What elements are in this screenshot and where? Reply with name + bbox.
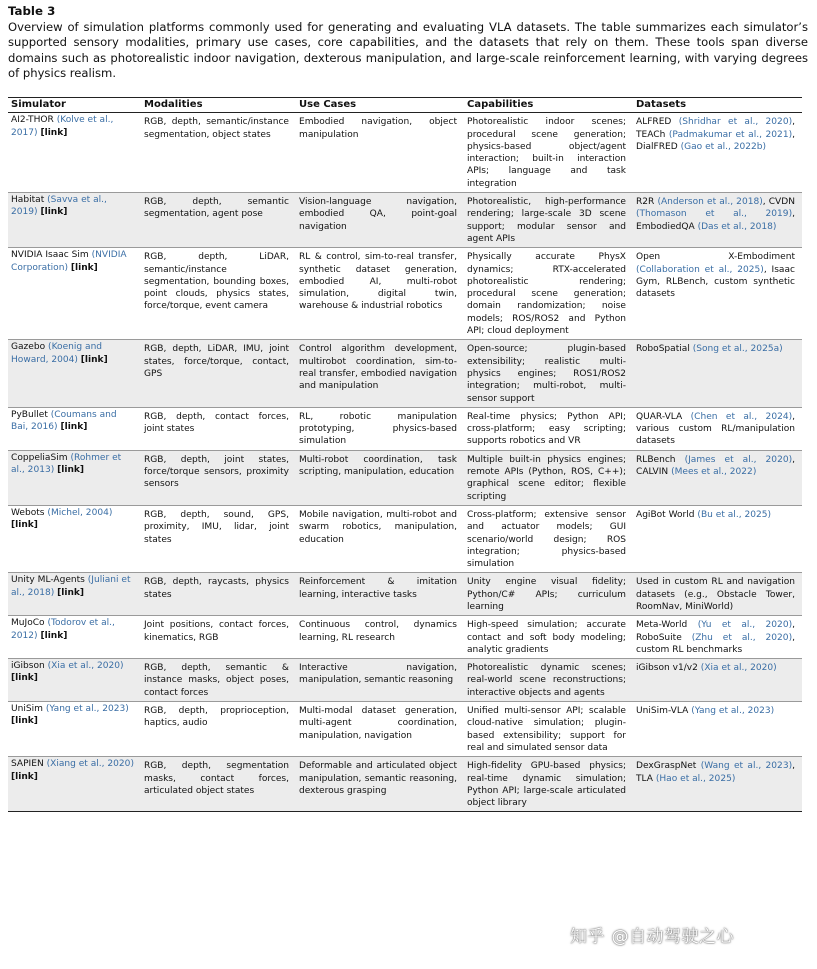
dataset-name: iGibson v1/v2 <box>636 663 701 674</box>
datasets-cell <box>633 193 802 248</box>
dataset-name: QUAR-VLA <box>636 411 691 422</box>
dataset-citation[interactable]: (Wang et al., 2023) <box>700 761 793 772</box>
paper-link[interactable]: [link] <box>40 127 68 138</box>
header-modalities: Modalities <box>141 98 296 113</box>
dataset-citation[interactable]: (Collaboration et al., 2025) <box>636 264 764 275</box>
caption-text: Overview of simulation platforms commonly used for generating and evaluating VLA datasets. The table summarizes each simulator’s supported sensory modalities, primary use cases, core capabilities, and the datasets that rely on them. These tools span diverse domains such as photorealistic indoor navigation, dexterous manipulation, and large-scale reinforcement learning, with varying degrees of physics realism. <box>8 19 808 80</box>
dataset-name: RLBench <box>636 454 685 465</box>
modalities-cell: RGB, depth, LiDAR, IMU, joint states, force/torque, contact, GPS <box>141 340 296 407</box>
paper-link[interactable]: [link] <box>60 422 88 433</box>
use-cases-cell: Multi-robot coordination, task scripting, manipulation, education <box>296 450 464 505</box>
dataset-citation[interactable]: (Anderson et al., 2018) <box>657 197 763 208</box>
simulator-cell <box>8 573 141 616</box>
simulator-name: Gazebo <box>11 342 46 353</box>
header-use-cases: Use Cases <box>296 98 464 113</box>
modalities-cell: RGB, depth, semantic segmentation, agent pose <box>141 193 296 248</box>
datasets-cell <box>633 450 802 505</box>
header-datasets: Datasets <box>633 98 802 113</box>
simulator-citation[interactable]: (Savva et al., 2019) <box>11 195 107 218</box>
simulator-citation[interactable]: (Xia et al., 2020) <box>47 661 124 672</box>
modalities-cell: RGB, depth, segmentation masks, contact forces, articulated object states <box>141 757 296 812</box>
dataset-citation[interactable]: (Song et al., 2025a) <box>692 344 783 355</box>
datasets-cell <box>633 573 802 616</box>
capabilities-cell: High-speed simulation; accurate contact and soft body modeling; analytic gradients <box>464 616 633 659</box>
simulator-cell <box>8 248 141 340</box>
dataset-citation[interactable]: (James et al., 2020) <box>684 454 793 465</box>
table-row <box>8 505 802 572</box>
dataset-name: , Isaac Gym, RLBench, custom synthetic datasets <box>636 264 795 300</box>
capabilities-cell: Multiple built-in physics engines; remote APIs (Python, ROS, C++); graphical scene editor; flexible scripting <box>464 450 633 505</box>
simulator-citation[interactable]: (Koenig and Howard, 2004) <box>11 342 103 365</box>
dataset-citation[interactable]: (Das et al., 2018) <box>697 221 777 232</box>
simulator-name: PyBullet <box>11 409 48 420</box>
dataset-citation[interactable]: (Shridhar et al., 2020) <box>678 117 793 128</box>
paper-link[interactable]: [link] <box>11 716 38 727</box>
header-row <box>8 98 802 113</box>
dataset-citation[interactable]: (Gao et al., 2022b) <box>680 141 767 152</box>
datasets-cell <box>633 757 802 812</box>
table-row <box>8 113 802 193</box>
dataset-name: , RoboSuite <box>636 620 795 643</box>
dataset-citation[interactable]: (Yu et al., 2020) <box>697 620 793 631</box>
datasets-cell <box>633 248 802 340</box>
use-cases-cell: Control algorithm development, multirobot coordination, sim-to-real transfer, embodied navigation and manipulation <box>296 340 464 407</box>
datasets-cell <box>633 407 802 450</box>
table-row <box>8 340 802 407</box>
simulators-table <box>8 97 802 812</box>
dataset-name: , CALVIN <box>636 454 795 478</box>
table-row <box>8 757 802 812</box>
use-cases-cell: RL & control, sim-to-real transfer, synthetic dataset generation, embodied AI, multi-robot simulation, digital twin, warehouse & industrial robotics <box>296 248 464 340</box>
dataset-name: AgiBot World <box>636 509 698 520</box>
table-row <box>8 407 802 450</box>
dataset-name: , various custom RL/manipulation datasets <box>636 411 796 447</box>
table-row <box>8 248 802 340</box>
dataset-citation[interactable]: (Xia et al., 2020) <box>700 663 777 674</box>
simulator-cell <box>8 757 141 812</box>
table-row <box>8 450 802 505</box>
dataset-citation[interactable]: (Hao et al., 2025) <box>655 773 736 784</box>
dataset-name: UniSim-VLA <box>636 706 692 717</box>
table-row <box>8 702 802 757</box>
paper-link[interactable]: [link] <box>11 520 38 531</box>
dataset-name: Open X-Embodiment <box>636 252 795 263</box>
table-row <box>8 659 802 702</box>
paper-link[interactable]: [link] <box>40 207 68 218</box>
simulator-citation[interactable]: (Kolve et al., 2017) <box>11 115 114 138</box>
simulator-cell <box>8 702 141 757</box>
paper-link[interactable]: [link] <box>40 630 68 641</box>
capabilities-cell: Photorealistic, high-performance rendering; large-scale 3D scene support; modular sensor and agent APIs <box>464 193 633 248</box>
simulator-citation[interactable]: (Todorov et al., 2012) <box>11 618 115 641</box>
modalities-cell: RGB, depth, proprioception, haptics, audio <box>141 702 296 757</box>
paper-link[interactable]: [link] <box>11 673 38 684</box>
modalities-cell: Joint positions, contact forces, kinematics, RGB <box>141 616 296 659</box>
table-caption <box>8 4 808 82</box>
dataset-name: DexGraspNet <box>636 761 701 772</box>
simulator-cell <box>8 450 141 505</box>
datasets-cell <box>633 659 802 702</box>
dataset-name: ALFRED <box>636 117 679 128</box>
modalities-cell: RGB, depth, semantic & instance masks, object poses, contact forces <box>141 659 296 702</box>
simulator-citation[interactable]: (Juliani et al., 2018) <box>11 575 131 598</box>
use-cases-cell: Embodied navigation, object manipulation <box>296 113 464 193</box>
simulator-cell <box>8 340 141 407</box>
capabilities-cell: Photorealistic dynamic scenes; real-world scene reconstructions; interactive objects and agents <box>464 659 633 702</box>
simulator-citation[interactable]: (Coumans and Bai, 2016) <box>11 409 117 433</box>
simulator-name: Webots <box>11 507 45 518</box>
capabilities-cell: Physically accurate PhysX dynamics; RTX-accelerated photorealistic rendering; procedural scene generation; domain randomization; noise models; ROS/ROS2 and Python API; cloud deployment <box>464 248 633 340</box>
dataset-name: , TEACh <box>636 117 795 140</box>
dataset-name: , TLA <box>636 761 795 784</box>
dataset-citation[interactable]: (Chen et al., 2024) <box>690 411 793 422</box>
simulator-name: Habitat <box>11 195 45 206</box>
dataset-name: Used in custom RL and navigation datasets (e.g., Obstacle Tower, RoomNav, MiniWorld) <box>636 577 795 612</box>
datasets-cell <box>633 616 802 659</box>
datasets-cell <box>633 505 802 572</box>
capabilities-cell: Photorealistic indoor scenes; procedural scene generation; physics-based object/agent interaction; built-in interaction APIs; language and task integration <box>464 113 633 193</box>
use-cases-cell: RL, robotic manipulation prototyping, physics-based simulation <box>296 407 464 450</box>
datasets-cell <box>633 340 802 407</box>
dataset-name: , custom RL benchmarks <box>636 632 795 655</box>
use-cases-cell: Multi-modal dataset generation, multi-agent coordination, manipulation, navigation <box>296 702 464 757</box>
dataset-citation[interactable]: (Bu et al., 2025) <box>697 509 771 520</box>
use-cases-cell: Deformable and articulated object manipulation, semantic reasoning, dexterous grasping <box>296 757 464 812</box>
table-row <box>8 616 802 659</box>
modalities-cell: RGB, depth, contact forces, joint states <box>141 407 296 450</box>
simulator-citation[interactable]: (NVIDIA Corporation) <box>11 250 127 273</box>
capabilities-cell: Cross-platform; extensive sensor and actuator models; GUI scenario/world design; ROS integration; physics-based simulation <box>464 505 633 572</box>
dataset-citation[interactable]: (Yang et al., 2023) <box>691 706 775 717</box>
dataset-citation[interactable]: (Padmakumar et al., 2021) <box>668 129 793 140</box>
simulator-name: UniSim <box>11 704 43 715</box>
paper-link[interactable]: [link] <box>70 262 98 273</box>
use-cases-cell: Vision-language navigation, embodied QA, point-goal navigation <box>296 193 464 248</box>
simulator-cell <box>8 113 141 193</box>
header-capabilities: Capabilities <box>464 98 633 113</box>
table-row <box>8 193 802 248</box>
capabilities-cell: Open-source; plugin-based extensibility; realistic multi-physics engines; ROS1/ROS2 integration; multi-robot, multi-sensor support <box>464 340 633 407</box>
simulator-name: AI2-THOR <box>11 115 54 126</box>
datasets-cell <box>633 113 802 193</box>
dataset-name: , DialFRED <box>636 129 795 152</box>
simulator-citation[interactable]: (Xiang et al., 2020) <box>46 759 134 770</box>
modalities-cell: RGB, depth, LiDAR, semantic/instance segmentation, bounding boxes, point clouds, physics states, force/torque, event camera <box>141 248 296 340</box>
use-cases-cell: Reinforcement & imitation learning, interactive tasks <box>296 573 464 616</box>
simulator-citation[interactable]: (Yang et al., 2023) <box>45 704 129 715</box>
paper-link[interactable]: [link] <box>11 771 38 782</box>
simulator-cell <box>8 659 141 702</box>
watermark-text: @自动驾驶之心 <box>611 927 735 947</box>
simulator-name: Unity ML-Agents <box>11 575 85 586</box>
dataset-name: Meta-World <box>636 620 698 631</box>
paper-link[interactable]: [link] <box>57 587 85 598</box>
paper-link[interactable]: [link] <box>57 465 85 476</box>
watermark <box>570 922 734 947</box>
simulator-cell <box>8 505 141 572</box>
use-cases-cell: Interactive navigation, manipulation, semantic reasoning <box>296 659 464 702</box>
modalities-cell: RGB, depth, sound, GPS, proximity, IMU, lidar, joint states <box>141 505 296 572</box>
modalities-cell: RGB, depth, joint states, force/torque sensors, proximity sensors <box>141 450 296 505</box>
capabilities-cell: Unity engine visual fidelity; Python/C# APIs; curriculum learning <box>464 573 633 616</box>
dataset-citation[interactable]: (Thomason et al., 2019) <box>636 209 793 220</box>
use-cases-cell: Continuous control, dynamics learning, RL research <box>296 616 464 659</box>
capabilities-cell: Real-time physics; Python API; cross-platform; easy scripting; supports robotics and VR <box>464 407 633 450</box>
simulator-name: CoppeliaSim <box>11 452 68 463</box>
dataset-citation[interactable]: (Zhu et al., 2020) <box>691 632 793 643</box>
table-label: Table 3 <box>8 4 56 18</box>
datasets-cell <box>633 702 802 757</box>
table-row <box>8 573 802 616</box>
dataset-citation[interactable]: (Mees et al., 2022) <box>671 467 757 478</box>
simulator-name: iGibson <box>11 661 45 672</box>
capabilities-cell: Unified multi-sensor API; scalable cloud-native simulation; plugin-based extensibility; support for real and simulated sensor data <box>464 702 633 757</box>
header-simulator: Simulator <box>8 98 141 113</box>
simulator-name: NVIDIA Isaac Sim <box>11 250 89 261</box>
simulator-cell <box>8 193 141 248</box>
dataset-name: R2R <box>636 197 658 208</box>
watermark-prefix: 知乎 <box>570 927 605 947</box>
capabilities-cell: High-fidelity GPU-based physics; real-time dynamic simulation; Python API; large-scale articulated object library <box>464 757 633 812</box>
simulator-citation[interactable]: (Michel, 2004) <box>47 507 113 518</box>
dataset-name: , EmbodiedQA <box>636 209 795 232</box>
modalities-cell: RGB, depth, raycasts, physics states <box>141 573 296 616</box>
dataset-name: , CVDN <box>762 197 795 208</box>
modalities-cell: RGB, depth, semantic/instance segmentation, object states <box>141 113 296 193</box>
simulator-name: MuJoCo <box>11 618 45 629</box>
simulator-cell <box>8 616 141 659</box>
paper-link[interactable]: [link] <box>80 354 108 365</box>
dataset-name: RoboSpatial <box>636 344 693 355</box>
simulator-citation[interactable]: (Rohmer et al., 2013) <box>11 452 122 476</box>
simulator-cell <box>8 407 141 450</box>
simulator-name: SAPIEN <box>11 759 44 770</box>
use-cases-cell: Mobile navigation, multi-robot and swarm robotics, manipulation, education <box>296 505 464 572</box>
